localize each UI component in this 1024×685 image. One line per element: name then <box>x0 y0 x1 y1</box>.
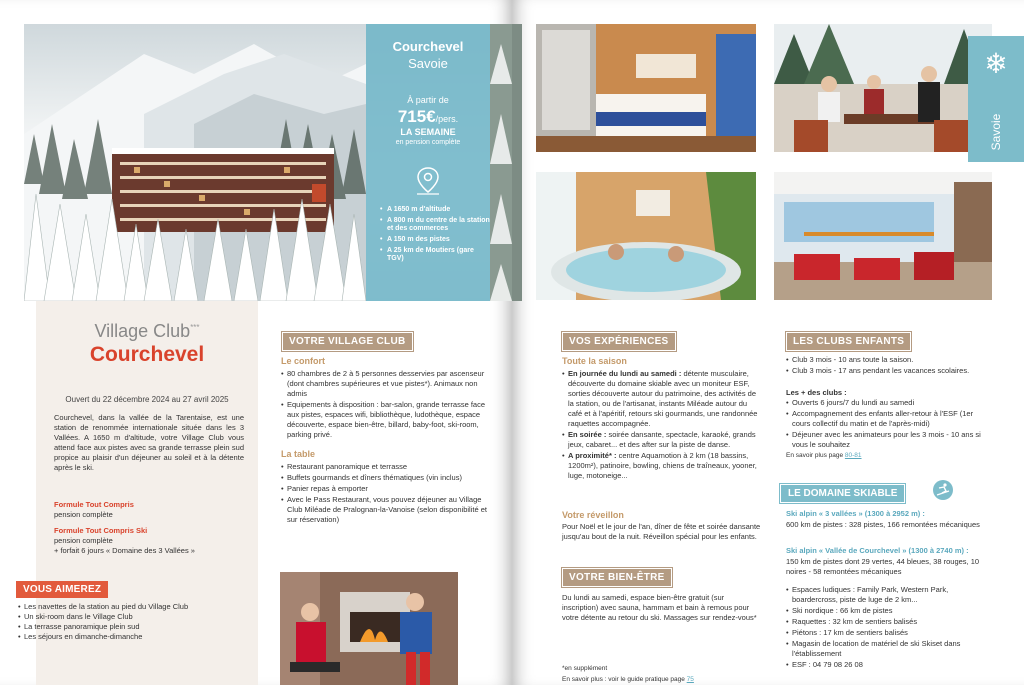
edge-photo-strip <box>512 24 522 301</box>
list-item: • En journée du lundi au samedi : détente musculaire, découverte du domaine skiable avec un moniteur ESF, sorties découverte autour du patrimoine, des activités de la station, ou de l'artisanat, instants Miléade autour du café et à l'apéritif, retours ski gourmands, une randonnée raquettes accompagnée. <box>562 369 762 429</box>
list-item: • Accompagnement des enfants aller-retour à l'ESF (1er cours collectif du matin et de l'après-midi) <box>786 409 982 429</box>
list-item: • Un ski-room dans le Village Club <box>18 612 218 622</box>
hero-fact: • A 25 km de Moutiers (gare TGV) <box>380 247 490 263</box>
list-item: • Espaces ludiques : Family Park, Western Park, boardercross, piste de luge de 2 km... <box>786 585 982 605</box>
clubs-plus-list <box>786 398 982 451</box>
hero-region: Savoie <box>408 56 448 71</box>
list-item: • Les navettes de la station au pied du Village Club <box>18 602 218 612</box>
clubs-list <box>786 355 982 377</box>
bedroom-photo <box>536 24 756 152</box>
hero-fact: • A 800 m du centre de la station et des commerces <box>380 217 490 233</box>
hero-town: Courchevel <box>392 39 464 54</box>
footnote-guide: En savoir plus : voir le guide pratique page 75 <box>562 676 694 683</box>
saison-title: Toute la saison <box>562 356 627 366</box>
alpin-courchevel-title: Ski alpin « Vallée de Courchevel » (1300 à 2740 m) : <box>786 546 969 555</box>
domaine-list <box>786 585 982 671</box>
list-item: • A proximité* : centre Aquamotion à 2 km (18 bassins, 1200m²), patinoire, bowling, chiens de traîneaux, yooner, luge, motoneige... <box>562 451 762 481</box>
bien-etre-heading: VOTRE BIEN-ÊTRE <box>562 568 672 587</box>
vous-aimerez-list <box>18 602 218 642</box>
list-item: • Déjeuner avec les animateurs pour les 3 mois - 10 ans si vous le souhaitez <box>786 430 982 450</box>
reveillon-title: Votre réveillon <box>562 510 624 520</box>
experiences-list <box>562 369 762 482</box>
jacuzzi-photo <box>536 172 756 300</box>
list-item: • Ouverts 6 jours/7 du lundi au samedi <box>786 398 982 408</box>
lounge-photo <box>774 172 992 300</box>
formula-tout-compris: Formule Tout Compris pension complète <box>54 500 134 519</box>
brand-block <box>36 321 258 367</box>
price-week-label: LA SEMAINE <box>400 127 456 137</box>
terrace-photo <box>774 24 992 152</box>
clubs-plus-title: Les + des clubs : <box>786 388 847 397</box>
list-item: • En soirée : soirée dansante, spectacle, karaoké, grands jeux, cabaret... et des after sur la piste de danse. <box>562 430 762 450</box>
reveillon-text: Pour Noël et le jour de l'an, dîner de fête et soirée dansante jusqu'au bout de la nuit. Réveillon spécial pour les enfants. <box>562 522 761 541</box>
experiences-heading: VOS EXPÉRIENCES <box>562 332 676 351</box>
hero-fact: • A 150 m des pistes <box>380 236 490 244</box>
side-tab-label: Savoie <box>989 113 1003 151</box>
alpin-courchevel-text: 150 km de pistes dont 29 vertes, 44 bleues, 38 rouges, 10 noires - 58 remontées mécaniques <box>786 557 980 576</box>
opening-dates: Ouvert du 22 décembre 2024 au 27 avril 2025 <box>65 395 229 404</box>
price-from-label: À partir de <box>407 95 449 105</box>
vous-aimerez-heading: VOUS AIMEREZ <box>16 581 108 598</box>
list-item: • Panier repas à emporter <box>281 484 497 494</box>
alpin-3-vallees-title: Ski alpin « 3 vallées » (1300 à 2952 m) : <box>786 509 925 518</box>
list-item: • Raquettes : 32 km de sentiers balisés <box>786 617 982 627</box>
list-item: • Ski nordique : 66 km de pistes <box>786 606 982 616</box>
fireplace-photo <box>280 572 458 685</box>
skier-icon <box>933 480 953 500</box>
alpin-3-vallees-text: 600 km de pistes : 328 pistes, 166 remontées mécaniques <box>786 520 980 529</box>
list-item: • Les séjours en dimanche-dimanche <box>18 632 218 642</box>
confort-list <box>281 369 497 441</box>
footnote-supplement: *en supplément <box>562 665 608 672</box>
list-item: • Club 3 mois - 17 ans pendant les vacances scolaires. <box>786 366 982 376</box>
formula-tout-compris-ski: Formule Tout Compris Ski pension complète + forfait 6 jours « Domaine des 3 Vallées » <box>54 526 195 555</box>
brand-name: Courchevel <box>89 343 205 366</box>
list-item: • Piétons : 17 km de sentiers balisés <box>786 628 982 638</box>
clubs-more: En savoir plus page 80-81 <box>786 452 862 459</box>
list-item: • Equipements à disposition : bar-salon, grande terrasse face aux pistes, espaces wifi, bibliothèque, ludothèque, espace découverte, espace bien-être, billard, baby-foot, ski-room, parking privé. <box>281 400 497 440</box>
list-item: • Club 3 mois - 10 ans toute la saison. <box>786 355 982 365</box>
list-item: • La terrasse panoramique plein sud <box>18 622 218 632</box>
snowflake-icon: ❄ <box>968 36 1024 92</box>
confort-title: Le confort <box>281 356 325 366</box>
map-pin-icon <box>415 166 441 196</box>
hero-info-panel <box>366 24 490 301</box>
list-item: • 80 chambres de 2 à 5 personnes desservies par ascenseur (dont chambres supérieures et vue pistes*). Animaux non admis <box>281 369 497 399</box>
list-item: • ESF : 04 79 08 26 08 <box>786 660 982 670</box>
brand-village-club: Village Club*** <box>94 321 200 341</box>
guide-page-link[interactable]: 75 <box>686 676 694 683</box>
table-list <box>281 462 497 526</box>
region-side-tab <box>968 36 1024 162</box>
intro-paragraph: Courchevel, dans la vallée de la Tarentaise, est une station de renommée internationale située dans les 3 Vallées. A 1650 m d'altitude, votre Village Club vous attend face aux pistes avec sa grande terrasse plein sud propice au plaisir d'un déjeuner au soleil et à la détente après le ski. <box>54 413 244 472</box>
list-item: • Buffets gourmands et dîners thématiques (vin inclus) <box>281 473 497 483</box>
village-club-heading: VOTRE VILLAGE CLUB <box>282 332 413 351</box>
domaine-heading: LE DOMAINE SKIABLE <box>780 484 905 503</box>
price-value: 715€/pers. <box>397 107 459 126</box>
list-item: • Avec le Pass Restaurant, vous pouvez déjeuner au Village Club Miléade de Pralognan-la-Vanoise (selon disponibilité et sur réservation) <box>281 495 497 525</box>
hero-fact: • A 1650 m d'altitude <box>380 206 490 214</box>
price-board-label: en pension complète <box>395 139 461 146</box>
list-item: • Magasin de location de matériel de ski Skiset dans l'établissement <box>786 639 982 659</box>
hero-facts-list <box>380 206 490 263</box>
bien-etre-text: Du lundi au samedi, espace bien-être gratuit (sur inscription) avec sauna, hammam et bain à remous pour votre détente au retour du ski. Massages sur rendez-vous* <box>562 593 757 622</box>
table-title: La table <box>281 449 316 459</box>
clubs-page-link[interactable]: 80-81 <box>844 452 862 459</box>
clubs-heading: LES CLUBS ENFANTS <box>786 332 911 351</box>
list-item: • Restaurant panoramique et terrasse <box>281 462 497 472</box>
